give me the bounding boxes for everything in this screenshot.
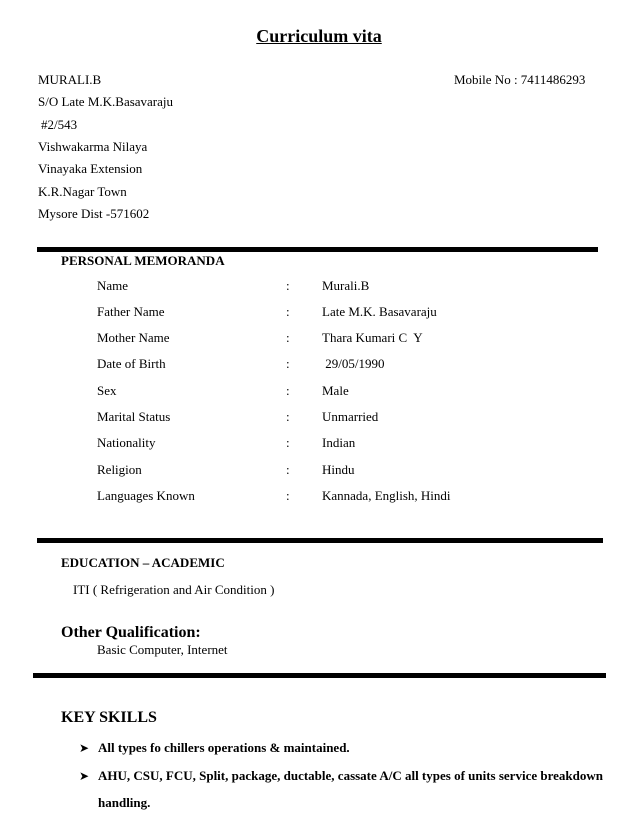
row-value: Hindu (322, 462, 355, 477)
row-label: Name (97, 278, 129, 293)
row-separator: : (286, 435, 290, 450)
section-divider (37, 538, 603, 543)
section-divider (37, 247, 598, 252)
personal-row (0, 330, 638, 348)
section-divider (33, 673, 606, 678)
personal-row (0, 304, 638, 322)
row-separator: : (286, 409, 290, 424)
mobile-number: Mobile No : 7411486293 (454, 72, 586, 87)
personal-row (0, 435, 638, 453)
skill-item: AHU, CSU, FCU, Split, package, ductable, cassate A/C all types of units service breakdown (98, 768, 603, 783)
personal-row (0, 488, 638, 506)
page-title: Curriculum vita (256, 26, 382, 46)
row-label: Marital Status (97, 409, 171, 424)
row-label: Mother Name (97, 330, 170, 345)
other-qualification-heading: Other Qualification: (61, 624, 201, 641)
personal-heading: PERSONAL MEMORANDA (61, 253, 225, 268)
bullet-arrow-icon: ➤ (79, 741, 90, 755)
address-line: Mysore Dist -571602 (38, 206, 150, 221)
row-label: Languages Known (97, 488, 195, 503)
personal-row (0, 356, 638, 374)
skill-item: All types fo chillers operations & maintained. (98, 740, 350, 755)
address-line: S/O Late M.K.Basavaraju (38, 94, 174, 109)
row-value: 29/05/1990 (322, 356, 385, 371)
row-label: Sex (97, 383, 117, 398)
row-value: Murali.B (322, 278, 370, 293)
row-value: Unmarried (322, 409, 379, 424)
row-value: Indian (322, 435, 356, 450)
row-separator: : (286, 330, 290, 345)
row-separator: : (286, 488, 290, 503)
row-value: Male (322, 383, 349, 398)
other-qualification-line: Basic Computer, Internet (97, 642, 228, 657)
row-label: Nationality (97, 435, 156, 450)
row-label: Date of Birth (97, 356, 166, 371)
education-heading: EDUCATION – ACADEMIC (61, 555, 225, 570)
address-line: Vinayaka Extension (38, 161, 143, 176)
personal-row (0, 278, 638, 296)
skill-item-continued: handling. (98, 795, 151, 810)
row-separator: : (286, 304, 290, 319)
candidate-name: MURALI.B (38, 72, 102, 87)
row-separator: : (286, 356, 290, 371)
personal-row (0, 409, 638, 427)
row-separator: : (286, 462, 290, 477)
row-label: Father Name (97, 304, 165, 319)
address-line: #2/543 (41, 117, 78, 132)
address-line: K.R.Nagar Town (38, 184, 127, 199)
education-line: ITI ( Refrigeration and Air Condition ) (73, 582, 275, 597)
address-line: Vishwakarma Nilaya (38, 139, 148, 154)
row-value: Kannada, English, Hindi (322, 488, 451, 503)
key-skills-heading: KEY SKILLS (61, 709, 157, 726)
row-value: Thara Kumari C Y (322, 330, 423, 345)
row-separator: : (286, 278, 290, 293)
row-value: Late M.K. Basavaraju (322, 304, 437, 319)
row-separator: : (286, 383, 290, 398)
personal-row (0, 383, 638, 401)
personal-row (0, 462, 638, 480)
row-label: Religion (97, 462, 142, 477)
bullet-arrow-icon: ➤ (79, 769, 90, 783)
